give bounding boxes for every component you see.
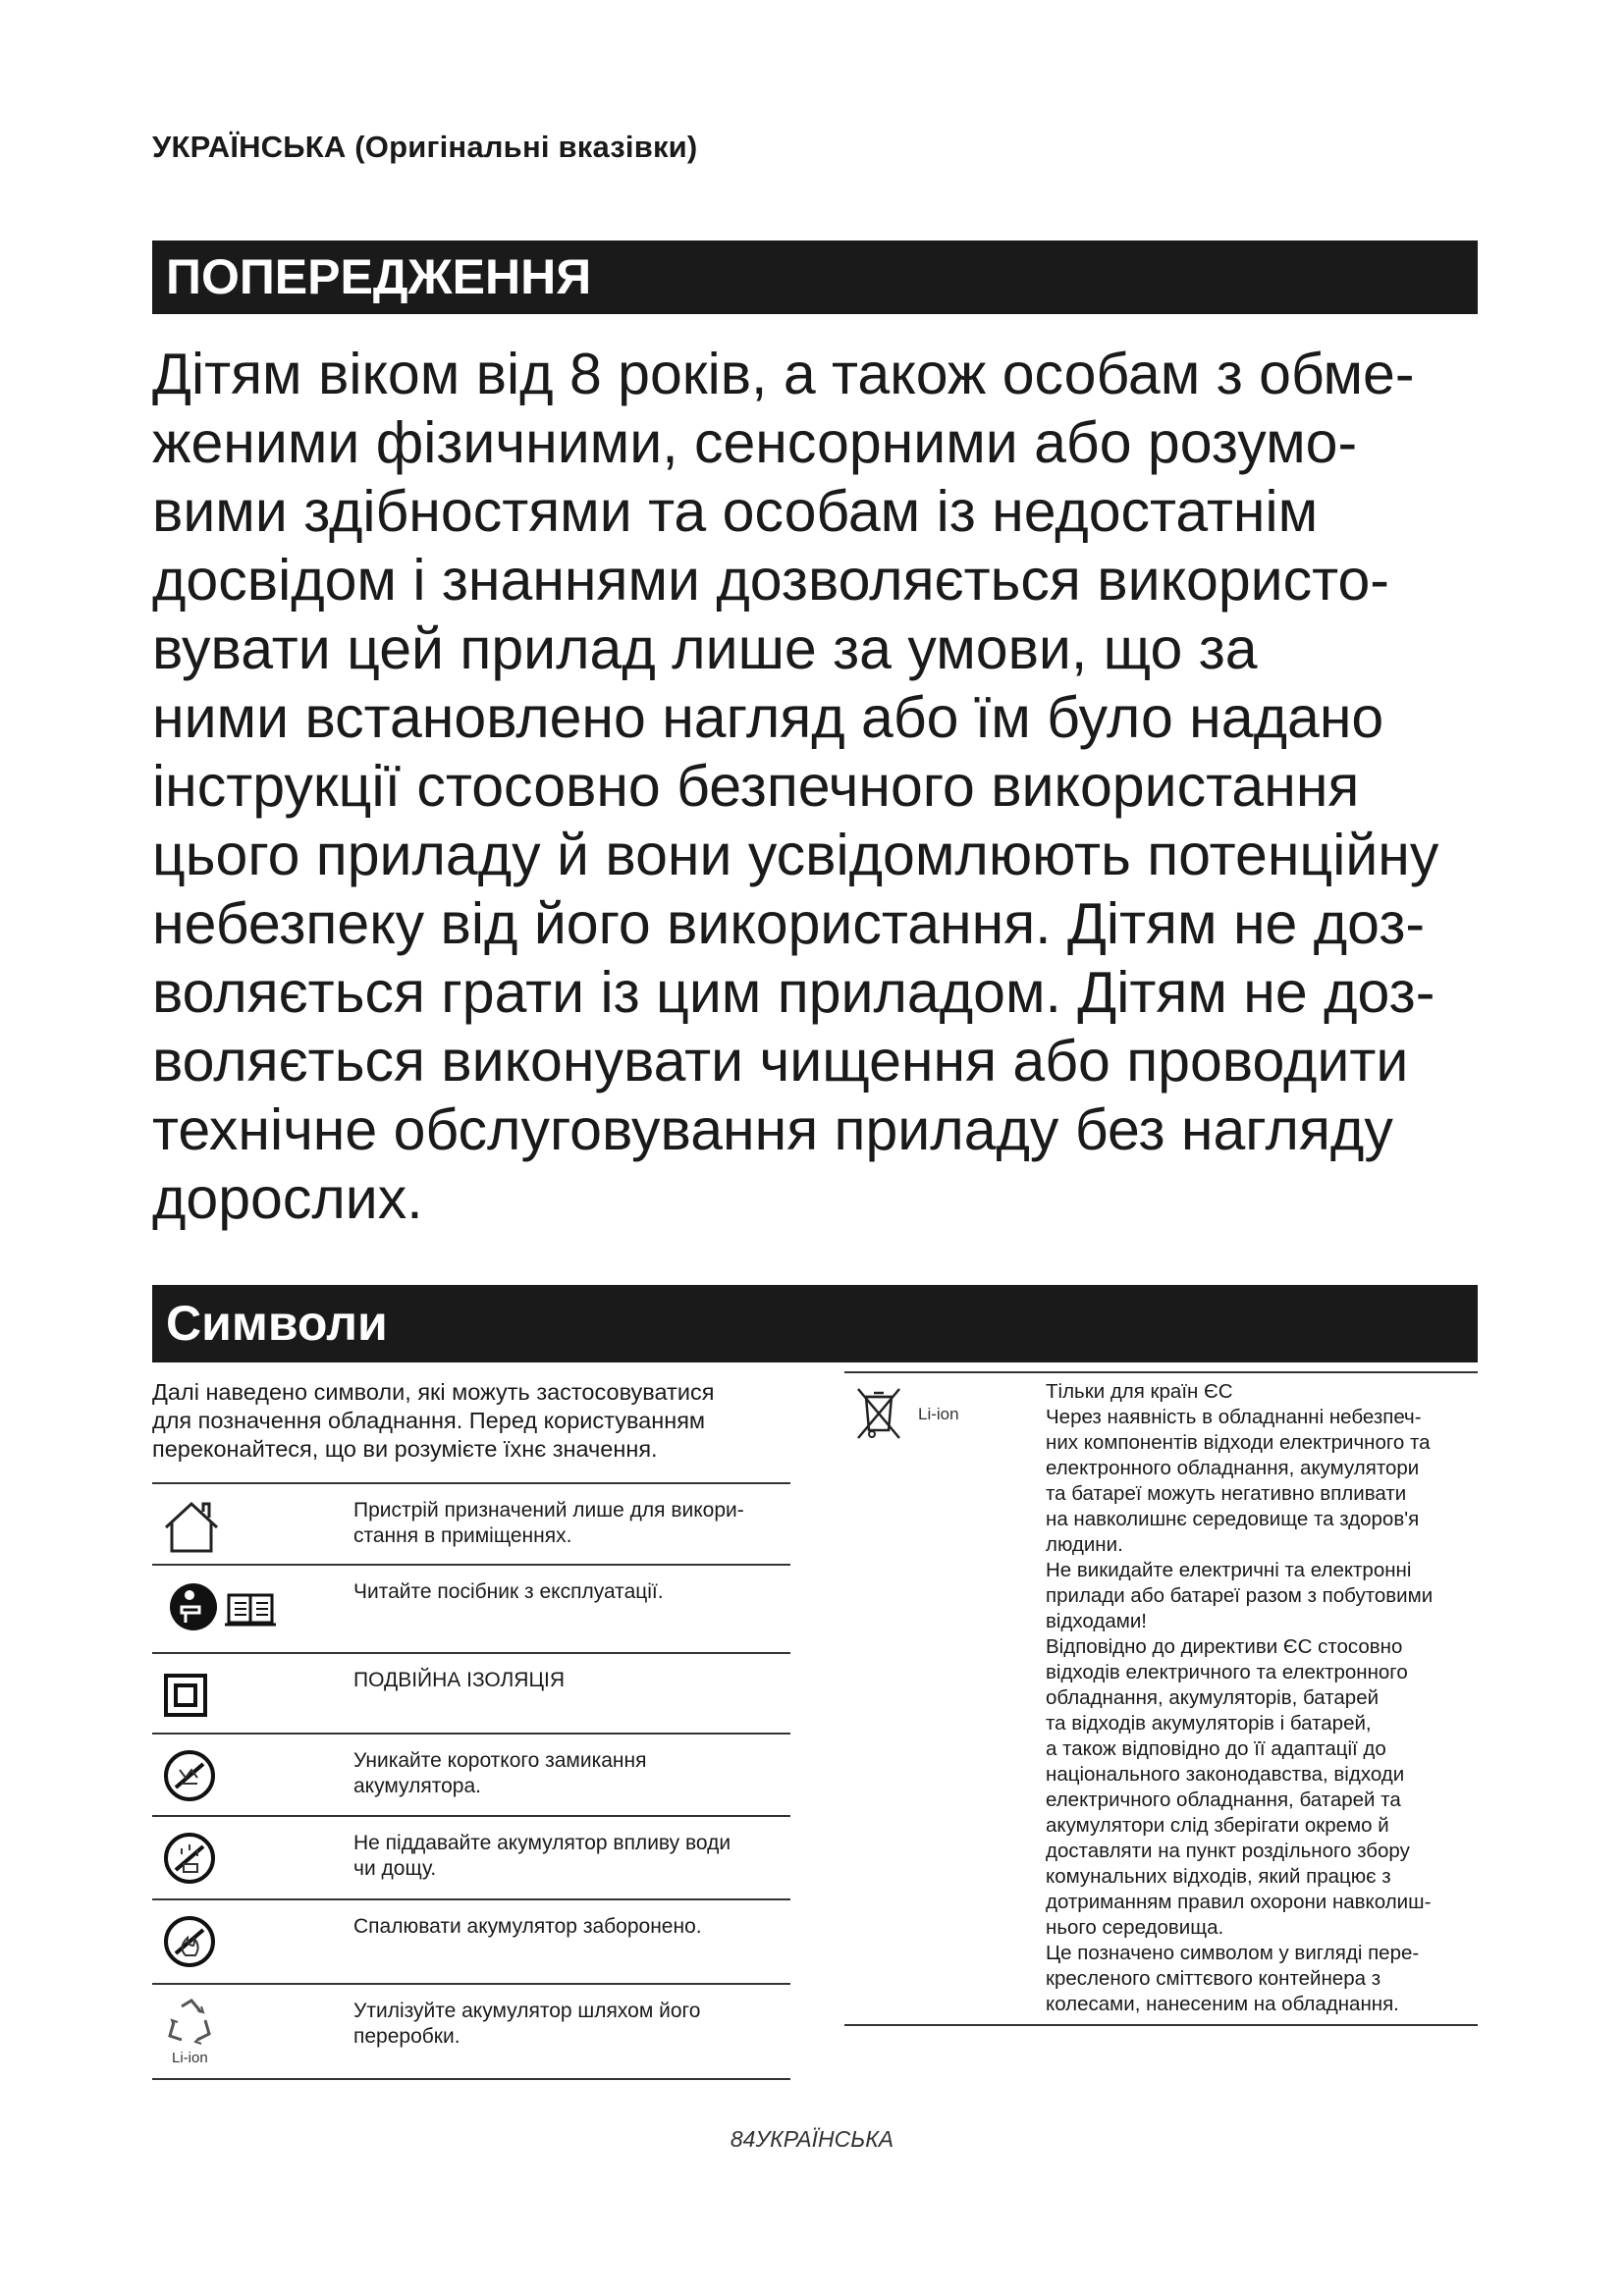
desc-line: них компонентів відходи електричного та: [1046, 1431, 1431, 1454]
warning-line: небезпеку від його використання. Дітям не доз-: [152, 891, 1426, 956]
intro-line: переконайтеся, що ви розумієте їхнє значення.: [152, 1436, 658, 1462]
desc-line: обладнання, акумуляторів, батарей: [1046, 1686, 1380, 1709]
desc-line: дотриманням правил охорони навколиш-: [1046, 1891, 1432, 1913]
desc-line: доставляти на пункт роздільного збору: [1046, 1840, 1410, 1862]
desc-line: Це позначено символом у вигляді пере-: [1046, 1942, 1420, 1964]
warning-line: інструкції стосовно безпечного використання: [152, 754, 1360, 819]
warning-line: цього приладу й вони усвідомлюють потенційну: [152, 823, 1439, 887]
no-water-icon: [152, 1825, 329, 1894]
desc-line: акумулятори слід зберігати окремо й: [1046, 1814, 1389, 1837]
no-short-circuit-icon: [152, 1742, 329, 1811]
warning-line: Дітям віком від 8 років, а також особам з обме-: [152, 342, 1415, 406]
symbol-description: [353, 1914, 785, 1940]
desc-line: відходами!: [1046, 1610, 1147, 1632]
desc-line: Через наявність в обладнанні небезпеч-: [1046, 1406, 1422, 1428]
warning-line: вими здібностями та особам із недостатнім: [152, 479, 1319, 544]
intro-line: Далі наведено символи, які можуть застосовуватися: [152, 1379, 715, 1405]
weee-description: [1046, 1379, 1478, 2017]
warning-line: дорослих.: [152, 1166, 423, 1231]
desc-line: національного законодавства, відходи: [1046, 1763, 1405, 1786]
desc-line: акумулятора.: [353, 1775, 481, 1797]
symbol-description: [353, 1999, 785, 2050]
desc-line: Спалювати акумулятор заборонено.: [353, 1915, 702, 1938]
divider: [844, 2024, 1478, 2026]
symbols-heading: Символи: [152, 1285, 1478, 1362]
desc-line: колесами, нанесеним на обладнання.: [1046, 1993, 1399, 2015]
desc-line: Не піддавайте акумулятор впливу води: [353, 1832, 731, 1854]
desc-line: прилади або батареї разом з побутовими: [1046, 1584, 1434, 1607]
desc-line: переробки.: [353, 2025, 460, 2048]
desc-line: електронного обладнання, акумулятори: [1046, 1457, 1420, 1479]
desc-line: стання в приміщеннях.: [353, 1524, 572, 1547]
symbol-description: [353, 1831, 785, 1882]
desc-line: відходів електричного та електронного: [1046, 1661, 1408, 1683]
table-row: [152, 1654, 790, 1735]
symbol-description: [353, 1668, 785, 1693]
symbol-description: [353, 1748, 785, 1799]
desc-line: Уникайте короткого замикання: [353, 1749, 647, 1772]
table-row: [152, 1566, 790, 1654]
table-row: [152, 1484, 790, 1566]
table-row: [152, 1735, 790, 1817]
table-row: [152, 1900, 790, 1985]
desc-line: та відходів акумуляторів і батарей,: [1046, 1712, 1372, 1735]
symbol-description: [353, 1579, 785, 1605]
desc-line: Не викидайте електричні та електронні: [1046, 1559, 1412, 1581]
symbols-intro: [152, 1378, 790, 1464]
divider: [844, 1371, 1478, 1373]
warning-line: вувати цей прилад лише за умови, що за: [152, 616, 1258, 681]
desc-line: Тільки для країн ЄС: [1046, 1380, 1233, 1403]
warning-line: технічне обслуговування приладу без нагляду: [152, 1097, 1393, 1162]
warning-line: досвідом і знаннями дозволяється використо-: [152, 548, 1389, 613]
desc-line: Пристрій призначений лише для викори-: [353, 1499, 744, 1522]
desc-line: Утилізуйте акумулятор шляхом його: [353, 2000, 701, 2022]
desc-line: та батареї можуть негативно впливати: [1046, 1482, 1407, 1505]
desc-line: чи дощу.: [353, 1857, 437, 1880]
desc-line: ПОДВІЙНА ІЗОЛЯЦІЯ: [353, 1669, 565, 1691]
warning-line: женими фізичними, сенсорними або розумо-: [152, 410, 1358, 475]
desc-line: на навколишнє середовище та здоров'я: [1046, 1508, 1420, 1530]
no-fire-icon: [152, 1908, 329, 1977]
desc-line: нього середовища.: [1046, 1916, 1224, 1939]
desc-line: електричного обладнання, батарей та: [1046, 1789, 1401, 1811]
table-row: [152, 1985, 790, 2080]
language-header: УКРАЇНСЬКА (Оригінальні вказівки): [152, 130, 698, 164]
desc-line: людини.: [1046, 1533, 1123, 1556]
warning-line: ними встановлено нагляд або їм було надано: [152, 685, 1384, 750]
double-insulation-icon: [152, 1662, 329, 1731]
house-icon: [152, 1492, 329, 1561]
table-row: [152, 1817, 790, 1900]
recycle-icon-label: Li-ion: [172, 2050, 208, 2066]
warning-line: воляється грати із цим приладом. Дітям не доз-: [152, 960, 1435, 1025]
desc-line: а також відповідно до її адаптації до: [1046, 1737, 1386, 1760]
desc-line: Відповідно до директиви ЄС стосовно: [1046, 1635, 1403, 1658]
recycle-icon: [152, 1993, 329, 2066]
warning-line: воляється виконувати чищення або проводити: [152, 1029, 1409, 1094]
symbols-table: [152, 1482, 790, 2080]
desc-line: Читайте посібник з експлуатації.: [353, 1580, 664, 1603]
crossed-bin-icon: [854, 1383, 903, 1444]
desc-line: комунальних відходів, який працює з: [1046, 1865, 1391, 1888]
liion-tag: Li-ion: [918, 1405, 959, 1423]
warning-heading: ПОПЕРЕДЖЕННЯ: [152, 240, 1478, 314]
symbol-description: [353, 1498, 785, 1549]
read-manual-icon: [152, 1574, 329, 1642]
page-footer: 84УКРАЇНСЬКА: [730, 2126, 894, 2152]
desc-line: кресленого сміттєвого контейнера з: [1046, 1967, 1381, 1990]
intro-line: для позначення обладнання. Перед користуванням: [152, 1408, 706, 1433]
warning-text: [152, 340, 1488, 1233]
